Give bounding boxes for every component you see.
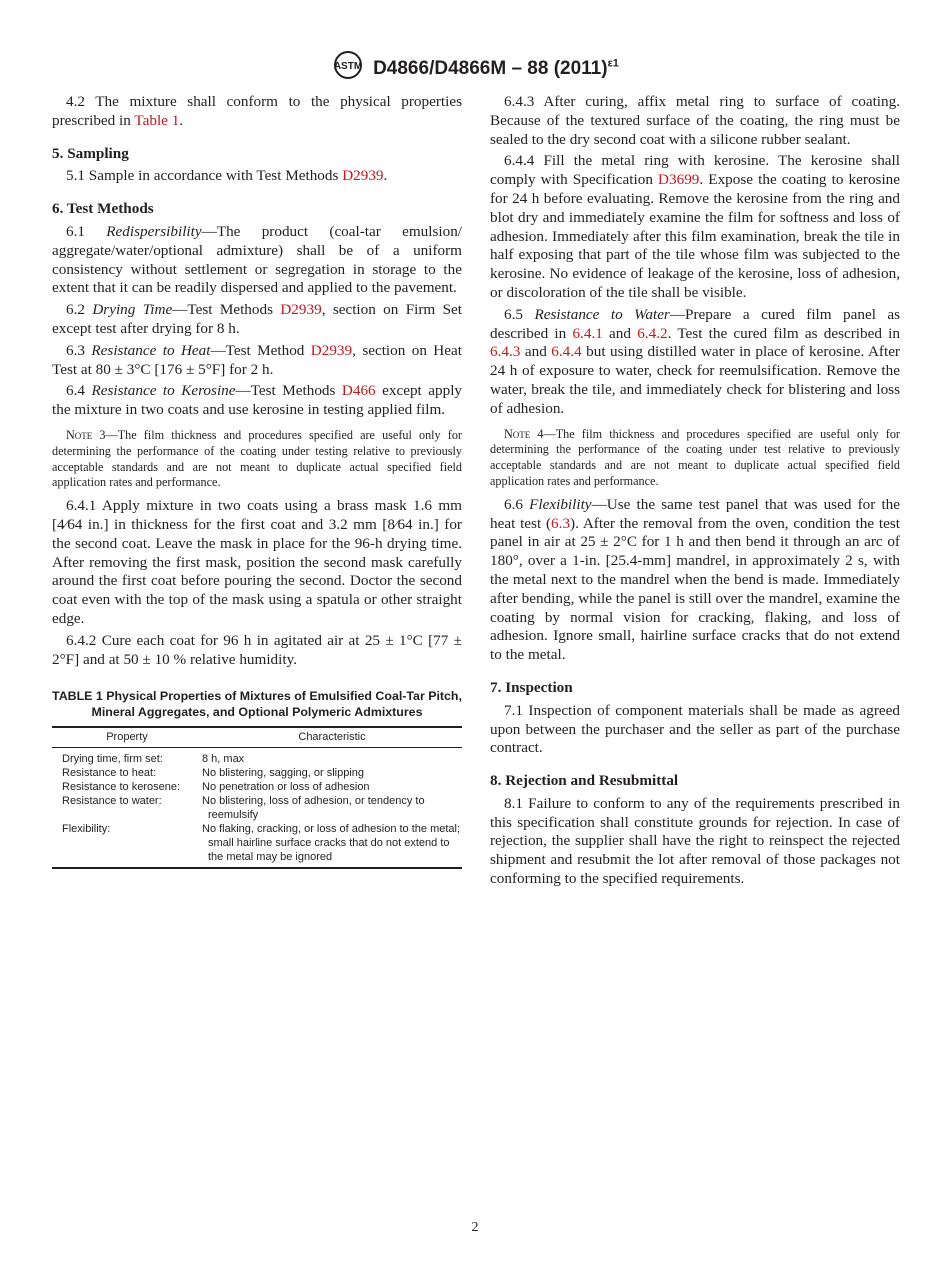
table-header-row [52,727,462,748]
characteristic-cell: No flaking, cracking, or loss of adhesion to the metal; small hairline surface cracks that do not extend to the metal may be ignored [202,823,461,864]
section-heading: 7. Inspection [490,678,573,696]
reference-link[interactable]: 6.3 [551,514,571,532]
table-caption: TABLE 1 Physical Properties of Mixtures of Emulsified Coal-Tar Pitch, Mineral Aggregates, and Optional Polymeric Admixtures [52,689,462,719]
paragraph [52,93,462,131]
property-cell: Resistance to kerosene: [62,781,181,794]
designation: D4866/D4866M – 88 (2011) [373,58,608,79]
characteristic-cell: No blistering, loss of adhesion, or tendency to reemulsify [202,795,425,822]
paragraph [52,632,462,670]
text-run: 7.1 Inspection of component materials shall be made as agreed upon between the purchaser and the seller as part of the purchase contract. [490,701,900,757]
paragraph [490,93,900,149]
paragraph [52,382,462,420]
reference-link[interactable]: 6.4.1 [572,324,603,342]
paragraph [52,167,462,186]
paragraph [490,702,900,758]
paragraph [490,306,900,419]
section-heading: 6. Test Methods [52,200,154,218]
text-run: 6.3 [66,341,92,359]
text-run: and [602,324,638,342]
text-run: 3—The film thickness and procedures specified are useful only for determining the performance of the coating under testing relative to previously acceptable standards and are not meant to duplicate actual specified field application rates and performance. [52,427,462,490]
reference-link[interactable]: D2939 [342,167,384,185]
astm-logo-icon [331,50,365,80]
section-heading: 8. Rejection and Resubmittal [490,772,679,790]
text-run: , section on Heat Test at 80 ± 3°C [176 ± 5°F] for 2 h. [52,341,462,378]
text-run: . Test the cured film as described in [667,324,900,342]
left-column [52,93,462,869]
reference-link[interactable]: D466 [341,382,376,400]
text-run: ). After the removal from the oven, condition the test panel in air at 25 ± 2°C for 1 h and then bend it through an arc of 180°, over a 1-in. [25.4-mm] mandrel, in approximately 2 s, with the metal next to the mandrel when the bend is made. Immediately after bending, while the panel is still over the mandrel, examine the coating by normal vision for cracking, flaking, and loss of adhesion. Ignore small, hairline surface cracks that do not extend to the metal. [490,514,900,664]
note-label: Note [504,426,531,441]
text-run: 6.4.1 Apply mixture in two coats using a brass mask 1.6 mm [4⁄64 in.] in thickness for the first coat and 3.2 mm [8⁄64 in.] for the second coat. Leave the mask in place for the 96-h drying time. After removing the first mask, position the second mask carefully around the first coat before pouring the second. Doctor the second coat even with the top of the mask using a spatula or other straight edge. [52,497,462,627]
text-run: 5.1 Sample in accordance with Test Methods [66,167,343,185]
text-run: —Test Methods [172,301,281,319]
characteristic-cell: 8 h, max [202,753,245,766]
italic-term: Drying Time [92,301,173,319]
reference-link[interactable]: 6.4.3 [490,343,521,361]
italic-term: Resistance to Water [534,305,670,323]
property-cell: Resistance to water: [62,795,162,808]
note-label: Note [66,427,93,442]
reference-link[interactable]: D3699 [658,171,700,189]
text-run: —The product (coal-tar emulsion/ aggregate/water/optional admixture) shall be of a uniform consistency without settlement or segregation in storage to the extent that it can be readily dispersed and applied to the pavement. [52,222,463,297]
italic-term: Redispersibility [106,222,202,240]
table-row [52,748,462,767]
text-run: . Expose the coating to kerosine for 24 h before evaluating. Remove the kerosine from the ring and blot dry and immediately examine the film for softness and loss of adhesion. Immediately after this film examination, break the tile in half exposing that part of the tile whose film was subjected to the kerosine. No evidence of leakage of the kerosine, loss of adhesion, or discoloration of the tile shall be visible. [490,171,901,301]
text-run: . [179,111,184,129]
epsilon-superscript: ε1 [607,57,619,70]
text-run: except apply the mixture in two coats and use kerosine in testing applied film. [52,382,463,419]
table-row [52,766,462,780]
page-number: 2 [471,1220,479,1235]
text-run: 6.5 [504,305,535,323]
property-cell: Resistance to heat: [62,767,157,780]
italic-term: Resistance to Kerosine [91,382,236,400]
text-run: and [520,343,552,361]
characteristic-cell: No penetration or loss of adhesion [202,781,370,794]
property-cell: Flexibility: [62,823,111,836]
text-run: 6.4.4 Fill the metal ring with kerosine. The kerosine shall comply with Specification [490,152,900,189]
reference-link[interactable]: 6.4.2 [637,324,668,342]
note [52,428,462,491]
reference-link[interactable]: D2939 [280,301,322,319]
text-run: 6.1 [66,222,107,240]
paragraph [490,152,900,302]
text-run: 6.4 [66,382,92,400]
text-run: , section on Firm Set except test after drying for 8 h. [52,301,462,337]
section-heading: 5. Sampling [52,144,129,162]
right-column [490,93,900,889]
paragraph [52,497,462,629]
reference-link[interactable]: 6.4.4 [551,343,582,361]
reference-link[interactable]: D2939 [310,341,353,359]
paragraph [490,795,900,889]
table-row [52,822,462,868]
paragraph [52,301,462,339]
text-run: 4.2 The mixture shall conform to the physical properties prescribed in [52,93,462,129]
text-run: 4—The film thickness and procedures specified are useful only for determining the performance of the coating under test relative to previously acceptable standards and are not meant to duplicate actual specified field application rates and performance. [490,426,900,488]
document-header [0,50,950,80]
text-run: 6.6 [504,495,530,513]
text-run: 8.1 Failure to conform to any of the requirements prescribed in this specification shall constitute grounds for rejection. In case of rejection, the supplier shall have the right to reinspect the rejected shipment and resubmit the lot after removal of those packages not conforming to the specified requirements. [490,794,900,888]
text-run: —Test Methods [235,382,342,400]
text-run: 6.2 [66,301,93,319]
characteristic-cell: No blistering, sagging, or slipping [202,767,365,780]
text-run: 6.4.2 Cure each coat for 96 h in agitated air at 25 ± 1°C [77 ± 2°F] and at 50 ± 10 % relative humidity. [52,631,462,668]
reference-link[interactable]: Table 1 [134,111,180,129]
table-1 [52,689,462,869]
column-header: Property [52,727,202,748]
paragraph [52,342,462,380]
table-row [52,794,462,822]
svg-text:ASTM: ASTM [333,61,363,72]
note [490,427,900,490]
text-run: but using distilled water in place of kerosine. After 24 h of exposure to water, check for reemulsification. Remove the water, break the tile, and immediately check for blistering and loss of adhesion. [490,343,900,417]
text-run: 6.4.3 After curing, affix metal ring to surface of coating. Because of the textured surface of the coating, the ring must be sealed to the dry second coat with a silicone rubber sealant. [490,93,900,148]
properties-table [52,726,462,869]
text-run: —Prepare a cured film panel as described in [490,305,901,342]
text-run: —Test Method [210,341,311,359]
paragraph [52,223,462,298]
table-row [52,780,462,794]
property-cell: Drying time, firm set: [62,753,163,766]
text-run: . [383,167,388,185]
column-header: Characteristic [202,727,462,748]
paragraph [490,496,900,665]
text-run: —Use the same test panel that was used for the heat test ( [490,495,900,532]
italic-term: Resistance to Heat [91,341,211,359]
italic-term: Flexibility [529,495,592,513]
